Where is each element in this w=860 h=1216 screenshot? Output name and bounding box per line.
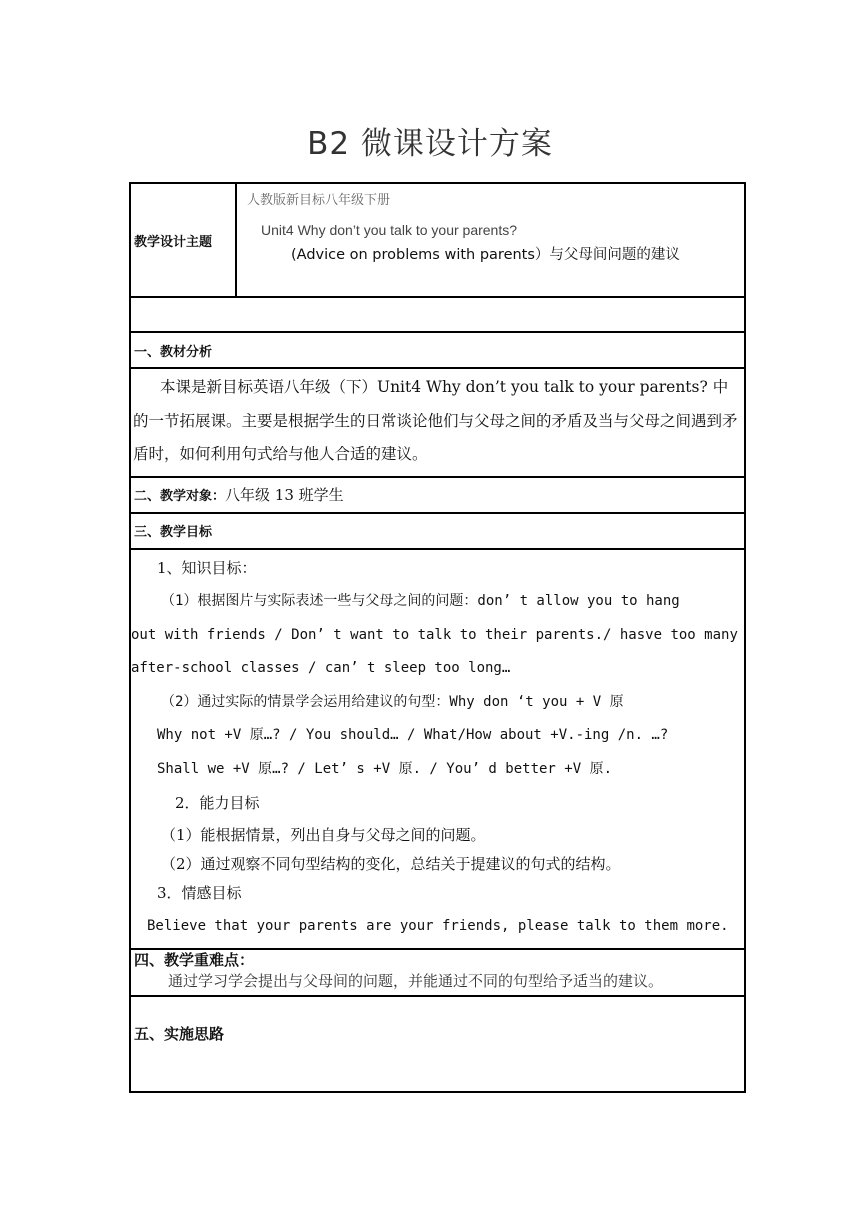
section1-body-row xyxy=(130,368,745,477)
theme-content xyxy=(236,183,745,297)
theme-row xyxy=(130,183,745,297)
section1-body: 本课是新目标英语八年级（下）Unit4 Why don’t you talk to your parents? 中的一节拓展课。主要是根据学生的日常谈论他们与父母之间的矛盾及当与父母之间遇到矛盾时，如何利用句式给与他人合适的建议。 xyxy=(133,378,738,463)
goal-line: （2）通过实际的情景学会运用给建议的句型：Why don ‘t you + V 原 xyxy=(161,693,624,710)
goal-line: Shall we +V 原…? / Let’ s +V 原. / You’ d better +V 原. xyxy=(157,761,613,778)
section3-body-row xyxy=(130,549,745,950)
section2-heading: 二、教学对象： xyxy=(134,489,226,504)
empty-row xyxy=(130,297,745,332)
section5-row xyxy=(130,996,745,1092)
design-plan-table xyxy=(129,182,746,1093)
goal-line: （2）通过观察不同句型结构的变化，总结关于提建议的句式的结构。 xyxy=(161,855,621,874)
section3-heading-row xyxy=(130,513,745,549)
lesson-topic-line: (Advice on problems with parents）与父母间问题的建议 xyxy=(291,247,680,263)
textbook-line: 人教版新目标八年级下册 xyxy=(247,193,391,208)
section4-heading: 四、教学重难点： xyxy=(134,951,255,970)
section4-row xyxy=(130,949,745,996)
section2-value: 八年级 13 班学生 xyxy=(225,486,344,504)
theme-label: 教学设计主题 xyxy=(130,183,236,297)
document-title: B2 微课设计方案 xyxy=(307,126,553,162)
goal-line: 2．能力目标 xyxy=(175,793,260,812)
goal-line: （1）能根据情景，列出自身与父母之间的问题。 xyxy=(161,826,486,845)
goal-line: Why not +V 原…? / You should… / What/How about +V.-ing /n. …? xyxy=(157,727,669,744)
section5-heading: 五、实施思路 xyxy=(130,996,745,1092)
goal-line: out with friends / Don’ t want to talk to their parents./ hasve too many xyxy=(131,626,738,643)
section1-heading-row xyxy=(130,332,745,368)
goal-line: 1、知识目标： xyxy=(157,558,257,577)
goal-line: 3．情感目标 xyxy=(157,884,242,903)
section4-body: 通过学习学会提出与父母间的问题，并能通过不同的句型给予适当的建议。 xyxy=(168,972,664,991)
goal-line: Believe that your parents are your friends, please talk to them more. xyxy=(147,918,729,935)
unit-title-line: Unit4 Why don’t you talk to your parents? xyxy=(261,222,518,238)
section2-row xyxy=(130,477,745,513)
goal-line: （1）根据图片与实际表述一些与父母之间的问题：don’ t allow you to hang xyxy=(161,593,680,610)
section1-heading: 一、教材分析 xyxy=(130,332,745,368)
goal-line: after-school classes / can’ t sleep too long… xyxy=(131,660,511,677)
section3-heading: 三、教学目标 xyxy=(130,513,745,549)
